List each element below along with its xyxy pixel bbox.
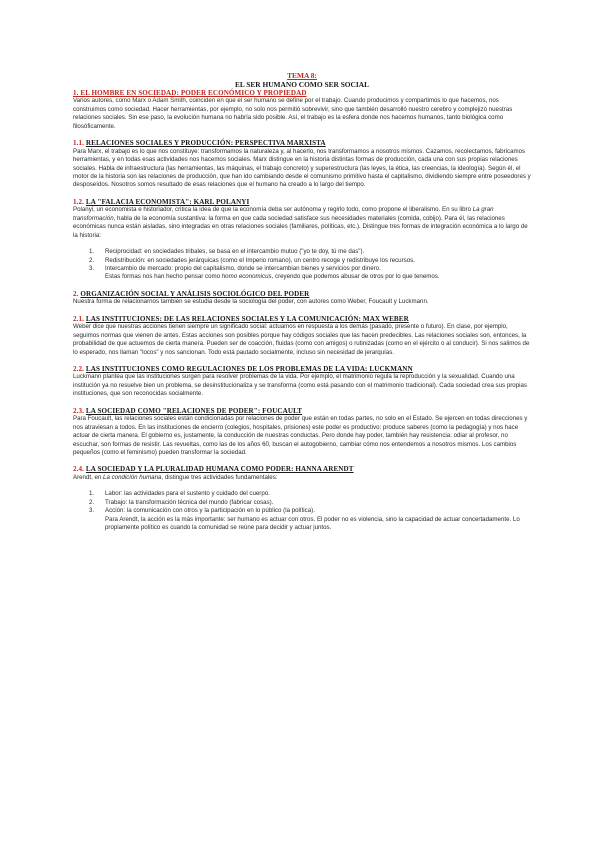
arendt-list [73,490,531,532]
section-1-2-body [73,206,531,240]
list-item [73,265,531,273]
section-1-heading: 1. EL HOMBRE EN SOCIEDAD: PODER ECONÓMICO Y PROPIEDAD [73,89,307,97]
section-1-1-body: Para Marx, el trabajo es lo que nos constituye: transformamos la naturaleza y, al hacerlo, nos transformamos a nosotros mismos. Cazamos, recolectamos, fabricamos herramientas, y en todas esas actividades nos hacemos sociales. Marx distingue en la historia distintas formas de producción, cada una con sus propias relaciones sociales. Habla de infraestructura (las herramientas, las máquinas, el trabajo concreto) y superestructura (las leyes, la ética, las creencias, la ideología). Según él, el motor de la historia son las relaciones de producción, que han ido cambiando desde el comunismo primitivo hasta el capitalismo, dividiendo siempre entre poseedores y desposeídos. Nosotros somos resultado de esas relaciones que el humano ha creado a lo largo del tiempo. [73,147,531,189]
section-2-1-heading [73,315,531,323]
section-number: 2.4. [73,465,85,474]
section-2-4-intro [73,474,531,482]
document-content [73,72,531,533]
list-number: 3. [89,265,95,273]
list-note [73,273,531,281]
body-text: Polanyi, un economista e historiador, critica la idea de que la economía deba ser autónoma y regirlo todo, como propone el liberalismo. En su libro [73,206,473,214]
section-2-3-heading [73,407,531,415]
list-text: Reciprocidad: en sociedades tribales, se basa en el intercambio mutuo ("yo te doy, tú me das"). [105,248,365,256]
body-text: , distingue tres actividades fundamentales: [161,473,278,481]
section-2-1-body: Weber dice que nuestras acciones tienen siempre un significado social: actuamos en respuesta a los demás (pasado, presente o futuro). En clase, por ejemplo, seguimos normas que vienen de antes. Estas acciones son posibles porque hay códigos sociales que las hacen predecibles. Las relaciones sociales son, entonces, la probabilidad de que actuemos de cierta manera. Pueden ser de coacción, fluidas (como con amigos) o rutinizadas (como en el ejército o al conducir). Si nos salimos de lo esperado, nos llaman "locos" y nos sancionan. Todo está pautado socialmente, incluso sin necesidad de jerarquías. [73,323,530,356]
section-number: 1.1. [73,139,85,148]
list-note: Para Arendt, la acción es la más importante: ser humano es actuar con otros. El poder no es violencia, sino la capacidad de actuar concertadamente. Lo propiamente político es cuando la comunidad se reúne para decidir y actuar juntos. [105,515,520,532]
section-1-body: Varios autores, como Marx o Adam Smith, coinciden en que el ser humano se define por el trabajo. Cuando producimos y compartimos lo que hacemos, nos construimos como sociedad. Hacer herramientas, por ejemplo, no solo nos permitió sobrevivir, sino que también desarrolló nuestro cerebro y complejizó nuestras relaciones sociales. Sin ese paso, la evolución humana no habría sido posible. Así, el trabajo es la esfera donde nos hacemos humanos, tanto biológica como filosóficamente. [73,97,513,130]
section-2-2-body: Luckmann plantea que las instituciones surgen para resolver problemas de la vida. Por ejemplo, el matrimonio regula la reproducción y la sexualidad. Cuando una institución ya no resuelve bien un problema, se desinstitucionaliza y se transforma (como está pasando con el matrimonio tradicional). Cada sociedad crea sus propias instituciones, que son reconocidas socialmente. [73,373,527,398]
note-text: , creyendo que podemos abusar de otros por lo que tenemos. [271,273,440,281]
section-2-3-body: Para Foucault, las relaciones sociales están condicionadas por relaciones de poder que están en todas partes, no solo en el Estado. Se ejercen en todas direcciones y nos atraviesan a todos. En las instituciones de encierro (colegios, hospitales, prisiones) este poder es productivo: produce saberes (como la pedagogía) y nos hace actuar de cierta manera. El gobierno es, justamente, la conducción de nuestras conductas. Pero donde hay poder, también hay resistencia: odiar al profesor, no escuchar, son formas de resistir. Las revueltas, como las de los años 60, buscan el autogobierno, cambiar cómo nos entendemos a nosotros mismos. Los cambios pequeños (como el feminismo) pueden transformar la sociedad. [73,415,528,456]
section-number: 2.1. [73,314,85,323]
section-number: 2.2. [73,365,85,373]
list-item [73,507,531,515]
section-title: LAS INSTITUCIONES COMO REGULACIONES DE LOS PROBLEMAS DE LA VIDA: LUCKMANN [85,365,413,373]
list-item [73,257,531,265]
list-number: 2. [89,498,95,506]
list-text: Intercambio de mercado: propio del capitalismo, donde se intercambian bienes y servicios por dinero. [105,265,381,273]
section-title: RELACIONES SOCIALES Y PRODUCCIÓN: PERSPECTIVA MARXISTA [85,139,326,148]
list-number: 1. [89,248,95,256]
book-title: La gran transformación [73,206,494,222]
section-1-1-heading [73,139,531,147]
section-2-body: Nuestra forma de relacionarnos también se estudia desde la sociología del poder, con autores como Weber, Foucault y Luckmann. [73,298,429,306]
section-2-2-heading [73,365,531,373]
section-title: LA SOCIEDAD Y LA PLURALIDAD HUMANA COMO PODER: HANNA ARENDT [85,465,354,474]
list-text: Acción: la comunicación con otros y la participación en lo público (la política). [105,507,315,515]
body-text: Arendt, en [73,473,104,481]
list-number: 3. [89,507,95,515]
section-number: 2. [73,289,79,298]
topic-label: TEMA 8: [287,71,317,80]
section-title: LA SOCIEDAD COMO "RELACIONES DE PODER": FOUCAULT [85,406,303,415]
section-2-heading [73,290,531,298]
list-item [73,490,531,498]
section-number: 2.3. [73,406,85,415]
list-item [73,248,531,256]
body-text: , habla de la economía sustantiva: la forma en que cada sociedad satisface sus necesidades materiales (comida, cobijo). Para él, las relaciones económicas nunca están aisladas, sino integradas en otras relaciones sociales (familiares, políticas, etc.). Distingue tres formas de integración económica a lo largo de la historia: [73,214,528,239]
topic-title: EL SER HUMANO COMO SER SOCIAL [234,79,370,89]
list-text: Redistribución: en sociedades jerárquicas (como el Imperio romano), un centro recoge y redistribuye los recursos. [105,256,415,264]
note-text: Estas formas nos han hecho pensar como [105,273,222,281]
list-number: 2. [89,256,95,264]
section-2-4-heading [73,465,531,473]
list-item [73,499,531,507]
document-title [73,72,531,89]
book-title: La condición humana [103,473,162,481]
section-title: LA "FALACIA ECONOMISTA": KARL POLANYI [85,197,250,206]
list-text: Trabajo: la transformación técnica del mundo (fabricar cosas). [105,498,274,506]
section-title: ORGANIZACIÓN SOCIAL Y ANÁLISIS SOCIOLÓGICO DEL PODER [80,289,310,298]
polanyi-list [73,248,531,282]
section-number: 1.2. [73,197,85,206]
note-emphasis: homo economicus [221,273,272,281]
section-title: LAS INSTITUCIONES: DE LAS RELACIONES SOCIALES Y LA COMUNICACIÓN: MAX WEBER [85,314,409,323]
section-1-2-heading [73,198,531,206]
list-number: 1. [89,490,95,498]
list-text: Labor: las actividades para el sustento y cuidado del cuerpo. [105,490,270,498]
